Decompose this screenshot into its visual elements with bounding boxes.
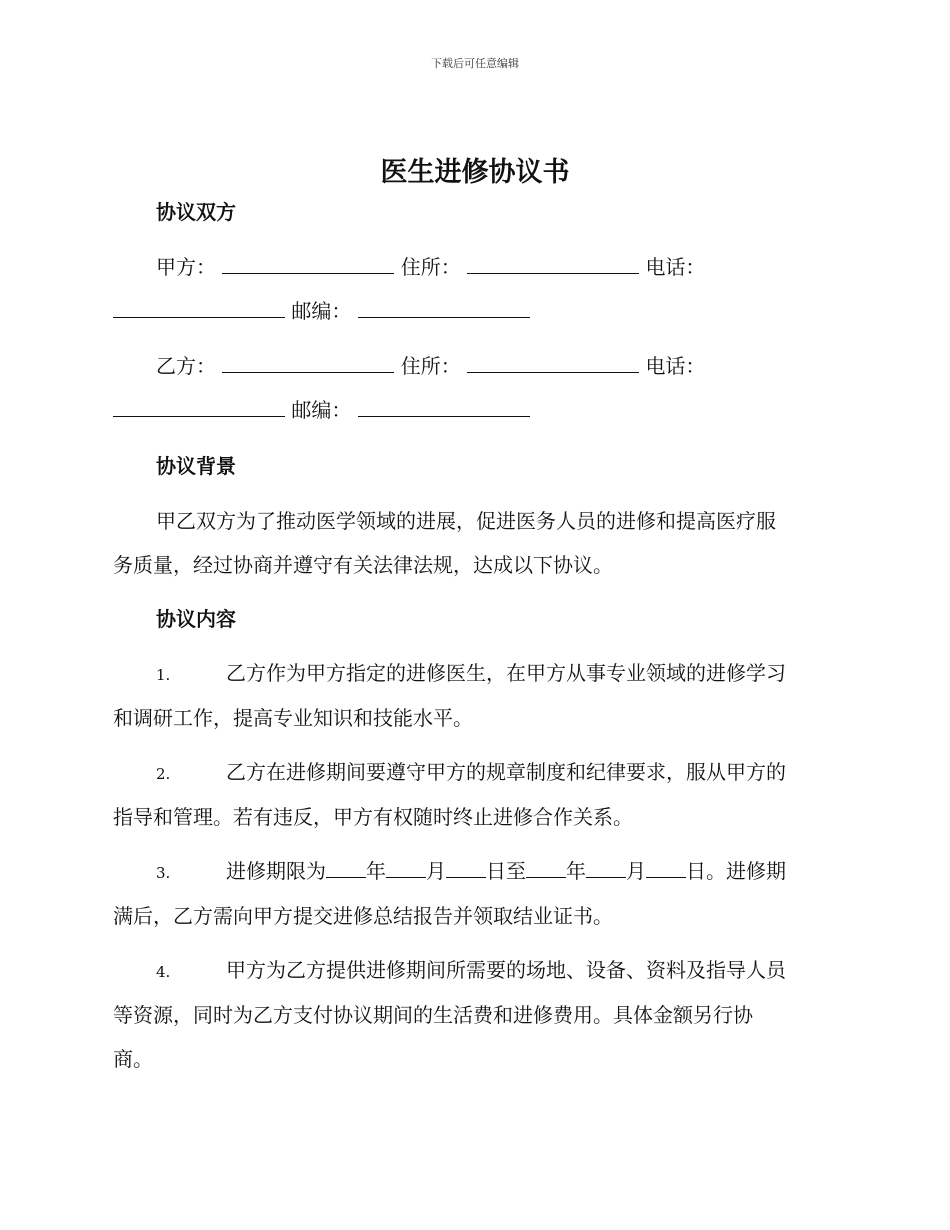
end-month-label: 月 [626, 859, 646, 883]
item-2-line-1 [156, 759, 786, 787]
party-a-postcode-blank[interactable] [358, 299, 530, 318]
party-b-postcode-blank[interactable] [358, 398, 530, 417]
party-b-postcode-label: 邮编： [291, 398, 352, 422]
item-1-line-1 [156, 660, 786, 688]
item-1-line-2: 和调研工作，提高专业知识和技能水平。 [113, 706, 473, 730]
item-3-line-1 [156, 858, 786, 886]
party-a-phone-label: 电话： [645, 255, 706, 279]
year-label: 年 [366, 859, 386, 883]
parties-heading: 协议双方 [156, 200, 236, 224]
end-day-blank[interactable] [646, 859, 686, 878]
party-b-label: 乙方： [156, 354, 216, 378]
party-b-line [156, 353, 705, 379]
item-2-text: 乙方在进修期间要遵守甲方的规章制度和纪律要求，服从甲方的 [226, 760, 786, 784]
item-2-number: 2. [156, 765, 171, 783]
party-a-name-blank[interactable] [222, 255, 394, 274]
party-b-address-blank[interactable] [467, 354, 639, 373]
background-line-2: 务质量，经过协商并遵守有关法律法规，达成以下协议。 [113, 553, 613, 577]
background-heading: 协议背景 [156, 454, 236, 478]
item-4-line-1 [156, 957, 786, 985]
header-note: 下载后可任意编辑 [431, 57, 519, 70]
party-a-postcode-label: 邮编： [291, 299, 352, 323]
content-heading: 协议内容 [156, 607, 236, 631]
item-4-number: 4. [156, 963, 171, 981]
item-3-line-2: 满后，乙方需向甲方提交进修总结报告并领取结业证书。 [113, 904, 613, 928]
item-4-text: 甲方为乙方提供进修期间所需要的场地、设备、资料及指导人员 [226, 958, 786, 982]
end-month-blank[interactable] [586, 859, 626, 878]
item-1-text: 乙方作为甲方指定的进修医生，在甲方从事专业领域的进修学习 [226, 661, 786, 685]
party-b-address-label: 住所： [400, 354, 461, 378]
start-year-blank[interactable] [326, 859, 366, 878]
party-b-name-blank[interactable] [222, 354, 394, 373]
party-a-address-label: 住所： [400, 255, 461, 279]
background-line-1: 甲乙双方为了推动医学领域的进展，促进医务人员的进修和提高医疗服 [156, 509, 776, 533]
item-3-number: 3. [156, 864, 171, 882]
document-title: 医生进修协议书 [380, 157, 570, 188]
item-1-number: 1. [156, 666, 171, 684]
end-year-label: 年 [566, 859, 586, 883]
item-4-line-3: 商。 [113, 1047, 153, 1071]
party-a-line [156, 254, 705, 280]
party-a-line-2 [113, 298, 530, 324]
end-year-blank[interactable] [526, 859, 566, 878]
party-a-phone-blank[interactable] [113, 299, 285, 318]
month-label: 月 [426, 859, 446, 883]
party-b-phone-label: 电话： [645, 354, 706, 378]
party-a-label: 甲方： [156, 255, 216, 279]
item-4-line-2: 等资源，同时为乙方支付协议期间的生活费和进修费用。具体金额另行协 [113, 1003, 753, 1027]
start-month-blank[interactable] [386, 859, 426, 878]
day-to-label: 日至 [486, 859, 526, 883]
start-day-blank[interactable] [446, 859, 486, 878]
party-b-line-2 [113, 397, 530, 423]
item-2-line-2: 指导和管理。若有违反，甲方有权随时终止进修合作关系。 [113, 805, 633, 829]
item-3-prefix: 进修期限为 [226, 859, 326, 883]
party-b-phone-blank[interactable] [113, 398, 285, 417]
party-a-address-blank[interactable] [467, 255, 639, 274]
day-end-label: 日。进修期 [686, 859, 786, 883]
